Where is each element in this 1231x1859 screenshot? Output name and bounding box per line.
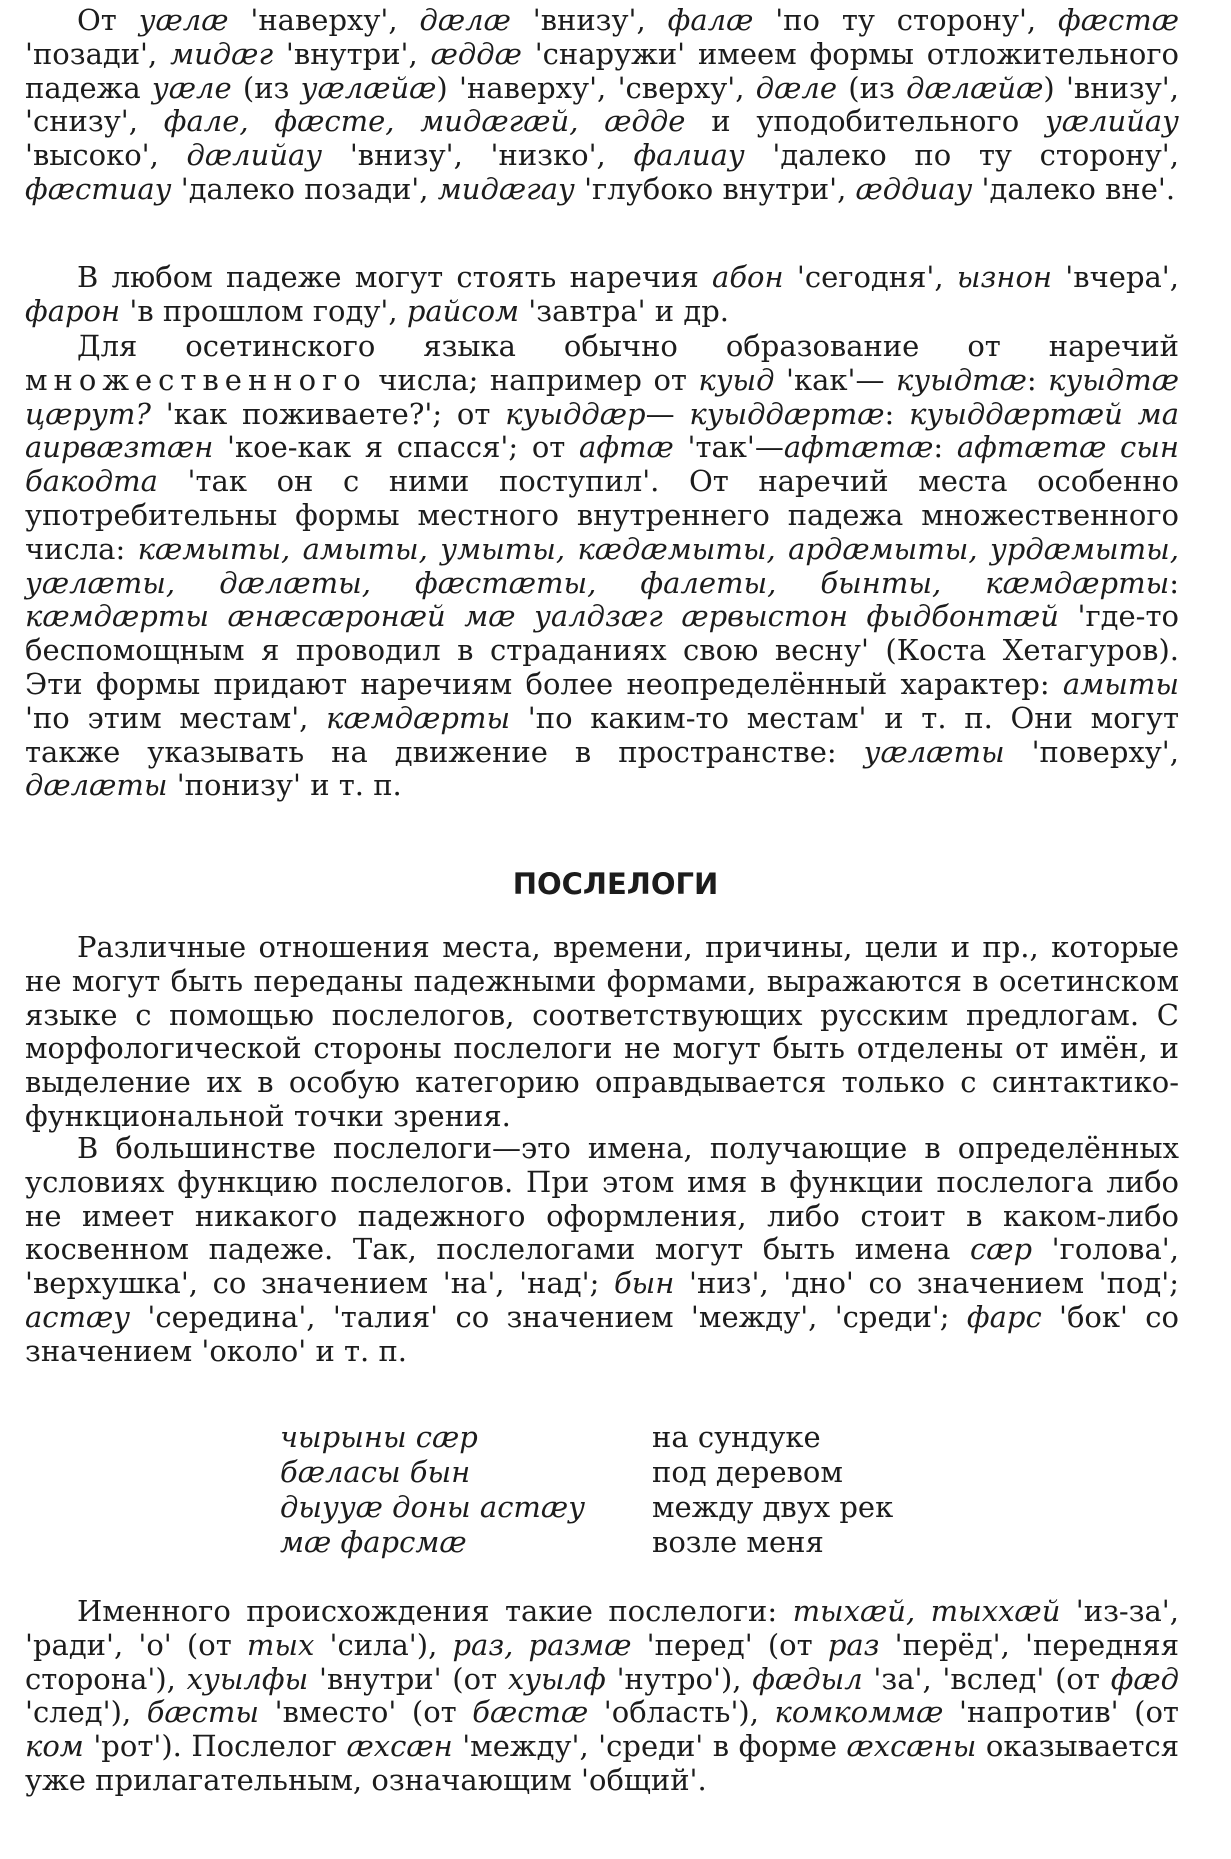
text-run: 'позади', xyxy=(25,36,171,71)
paragraph-noun-origin-postpositions xyxy=(25,1595,1179,1798)
italic-term: дæлийау xyxy=(186,138,323,173)
italic-term: дæлæ xyxy=(419,3,511,37)
text-run: 'как поживаете?'; от xyxy=(150,396,506,431)
italic-term: куыдтæ xyxy=(895,362,1027,397)
text-run: 'голова', 'верхушка', со значением 'на', 'над'; xyxy=(25,1232,1179,1301)
text-run: 'перёд', 'передняя сторона'), xyxy=(25,1627,1179,1696)
text-run: 'так он с ними поступил'. От наречий места особенно употребительны формы местного внутреннего падежа множественного числа: xyxy=(25,464,1179,566)
text-run: Для осетинского языка обычно образование от наречий xyxy=(77,329,1179,363)
text-run: — xyxy=(645,396,690,431)
italic-term: фалæ xyxy=(667,3,754,37)
text-run: (из xyxy=(231,70,301,105)
italic-term: бæстæ xyxy=(472,1695,589,1730)
italic-term: уæлæйæ xyxy=(300,70,437,105)
italic-term: тых xyxy=(246,1627,315,1662)
text-run: 'след'), xyxy=(25,1695,147,1730)
italic-term: куыддæртæ xyxy=(689,396,885,431)
italic-term: уæлийау xyxy=(1044,104,1179,139)
italic-term: кæмдæрты æнæсæронæй мæ уалдзæг æрвыстон фыдбонтæй xyxy=(25,599,1059,634)
text-run: В любом падеже могут стоять наречия xyxy=(77,260,713,294)
italic-term: куыдтæ цæрут? xyxy=(25,362,1179,431)
italic-term: фæстæ xyxy=(1058,3,1179,37)
text-run: ) 'наверху', 'сверху', xyxy=(436,70,756,105)
text-run: 'внутри', xyxy=(273,36,431,71)
text-run: 'глубоко внутри', xyxy=(574,171,856,206)
text-run: : xyxy=(1026,362,1049,397)
italic-term: фæд xyxy=(1110,1661,1180,1696)
text-run: От xyxy=(77,3,139,37)
italic-term: раз xyxy=(827,1627,880,1662)
text-run: В большинстве послелоги—это имена, получающие в определённых условиях функцию послелогов. При этом имя в функции послелога либо не имеет никакого падежного оформления, либо стоит в каком-либо косвенном падеже. Так, послелогами могут быть имена xyxy=(25,1131,1179,1267)
text-run: (из xyxy=(837,70,907,105)
italic-term: дæлæты xyxy=(25,768,168,803)
text-run: 'по ту сторону', xyxy=(753,3,1059,37)
italic-term: куыд xyxy=(698,362,775,397)
text-run: оказывается уже прилагательным, означающим 'общий'. xyxy=(25,1729,1179,1797)
italic-term: абон xyxy=(712,260,784,294)
italic-term: фарс xyxy=(966,1299,1042,1334)
example-russian: между двух рек xyxy=(652,1490,894,1524)
italic-term: уæлæ xyxy=(138,3,229,37)
italic-term: мидæгау xyxy=(437,171,575,206)
text-run: 'сегодня', xyxy=(783,260,957,294)
text-run: ) 'внизу', 'снизу', xyxy=(25,70,1179,139)
italic-term: кæмыты, амыты, умыты, кæдæмыты, ардæмыты, урдæмыты, уæлæты, дæлæты, фæстæты, фалеты, бынты, кæмдæрты xyxy=(25,531,1179,600)
paragraph-adverbs-any-case xyxy=(25,261,1179,329)
example-row xyxy=(280,1490,893,1525)
italic-term: ызнон xyxy=(956,260,1053,294)
text-run: 'так'— xyxy=(673,430,784,465)
italic-term: уæле xyxy=(151,70,232,105)
text-run: : xyxy=(884,396,910,431)
italic-term: æддæ xyxy=(430,36,522,71)
italic-term: раз, размæ xyxy=(452,1627,632,1662)
italic-term: комкоммæ xyxy=(774,1695,944,1730)
paragraph-plural-adverbs xyxy=(25,330,1179,803)
text-run: 'как'— xyxy=(774,362,896,397)
text-run: 'кое-как я спасся'; от xyxy=(213,430,580,465)
example-ossetian: мæ фарсмæ xyxy=(280,1525,467,1559)
italic-term: æхсæн xyxy=(346,1729,453,1764)
example-ossetian: чырыны сæр xyxy=(280,1420,478,1454)
italic-term: тыхæй, тыххæй xyxy=(792,1594,1061,1628)
italic-term: райсом xyxy=(406,293,520,328)
example-row xyxy=(280,1455,893,1490)
italic-term: æддиау xyxy=(855,171,973,206)
text-run: 'область'), xyxy=(588,1695,775,1730)
italic-term: уæлæты xyxy=(863,734,1005,769)
text-run: Различные отношения места, времени, причины, цели и пр., которые не могут быть переданы падежными формами, выражаются в осетинском языке с помощью послелогов, соответствующих русским предлогам. С морфологической стороны послелоги не могут быть отделены от имён, и выделение их в особую категорию оправдывается только с синтактико-функциональной точки зрения. xyxy=(25,930,1179,1133)
text-run: 'рот'). Послелог xyxy=(83,1729,347,1764)
text-run: 'по каким-то местам' и т. п. Они могут также указывать на движение в пространстве: xyxy=(25,700,1179,769)
text-run: 'понизу' и т. п. xyxy=(167,768,402,803)
italic-term: бæсты xyxy=(146,1695,260,1730)
italic-term: фæстиау xyxy=(25,171,172,206)
text-run: 'внизу', xyxy=(510,3,668,37)
text-run: 'за', 'вслед' (от xyxy=(862,1661,1111,1696)
italic-term: фалиау xyxy=(633,138,745,173)
text-run: числа; например от xyxy=(366,362,699,397)
text-run: 'наверху', xyxy=(228,3,420,37)
italic-term: бын xyxy=(613,1266,675,1301)
section-heading: ПОСЛЕЛОГИ xyxy=(512,867,719,901)
italic-term: æхсæны xyxy=(846,1729,977,1764)
text-run: 'где-то беспомощным я проводил в страданиях свою весну' (Коста Хетагуров). Эти формы придают наречиям более неопределённый характер: xyxy=(25,599,1179,701)
paragraph-postpositions-intro xyxy=(25,931,1179,1134)
text-run: 'между', 'среди' в форме xyxy=(452,1729,847,1764)
text-run: 'середина', 'талия' со значением 'между', 'среди'; xyxy=(130,1299,967,1334)
italic-term: дæле xyxy=(755,70,838,105)
text-run: 'поверху', xyxy=(1004,734,1179,769)
italic-term: мидæг xyxy=(170,36,274,71)
text-run: 'низ', 'дно' со значением 'под'; xyxy=(674,1266,1179,1301)
italic-term: куыддæр xyxy=(505,396,646,431)
example-row xyxy=(280,1420,893,1455)
text-run: 'внизу', 'низко', xyxy=(322,138,634,173)
italic-term: хуылфы xyxy=(186,1661,309,1696)
italic-term: фæдыл xyxy=(752,1661,863,1696)
text-run: 'вместо' (от xyxy=(259,1695,473,1730)
examples-table xyxy=(280,1420,893,1560)
text-run: 'перед' (от xyxy=(631,1627,828,1662)
example-russian: возле меня xyxy=(652,1525,824,1559)
text-run: 'далеко по ту сторону', xyxy=(744,138,1179,173)
italic-term: дæлæйæ xyxy=(906,70,1044,105)
text-run: 'далеко вне'. xyxy=(972,171,1176,206)
italic-term: фале, фæсте, мидæгæй, æдде xyxy=(163,104,686,139)
example-russian: на сундуке xyxy=(652,1420,821,1454)
italic-term: хуылф xyxy=(507,1661,606,1696)
italic-term: кæмдæрты xyxy=(326,700,511,735)
text-run: 'высоко', xyxy=(25,138,187,173)
text-run: 'напротив' (от xyxy=(943,1695,1179,1730)
text-run: Именного происхождения такие послелоги: xyxy=(77,1594,793,1628)
text-run: 'из-за', 'ради', 'о' (от xyxy=(25,1594,1180,1662)
text-run: 'завтра' и др. xyxy=(519,293,729,328)
text-run: и уподобительного xyxy=(685,104,1045,139)
example-ossetian: дыууæ доны астæу xyxy=(280,1490,586,1524)
text-run: 'в прошлом году', xyxy=(120,293,407,328)
example-russian: под деревом xyxy=(652,1455,843,1489)
italic-term: афтæ xyxy=(579,430,674,465)
text-run: 'сила'), xyxy=(314,1627,453,1662)
example-ossetian: бæласы бын xyxy=(280,1455,471,1489)
italic-term: амыты xyxy=(1062,666,1179,701)
example-row xyxy=(280,1525,893,1560)
text-run: 'далеко позади', xyxy=(171,171,438,206)
text-run: 'нутро'), xyxy=(605,1661,753,1696)
italic-term: фарон xyxy=(25,293,121,328)
paragraph-postpositions-nouns xyxy=(25,1132,1179,1369)
italic-term: афтæтæ сын бакодта xyxy=(25,430,1180,499)
spaced-emphasis: множественного xyxy=(25,362,367,397)
text-run: 'по этим местам', xyxy=(25,700,327,735)
italic-term: куыддæртæй ма аирвæзтæн xyxy=(25,396,1179,465)
italic-term: ком xyxy=(25,1729,84,1764)
italic-term: сæр xyxy=(970,1232,1033,1267)
text-run: 'вчера', xyxy=(1052,260,1179,294)
text-run: 'бок' со значением 'около' и т. п. xyxy=(25,1299,1179,1368)
text-run: : xyxy=(1169,565,1179,600)
text-run: : xyxy=(933,430,957,465)
text-run: 'снаружи' имеем формы отложительного падежа xyxy=(25,36,1179,105)
italic-term: афтæтæ xyxy=(783,430,934,465)
italic-term: астæу xyxy=(25,1299,131,1334)
text-run: 'внутри' (от xyxy=(308,1661,508,1696)
paragraph-adverb-case-forms xyxy=(25,4,1179,207)
